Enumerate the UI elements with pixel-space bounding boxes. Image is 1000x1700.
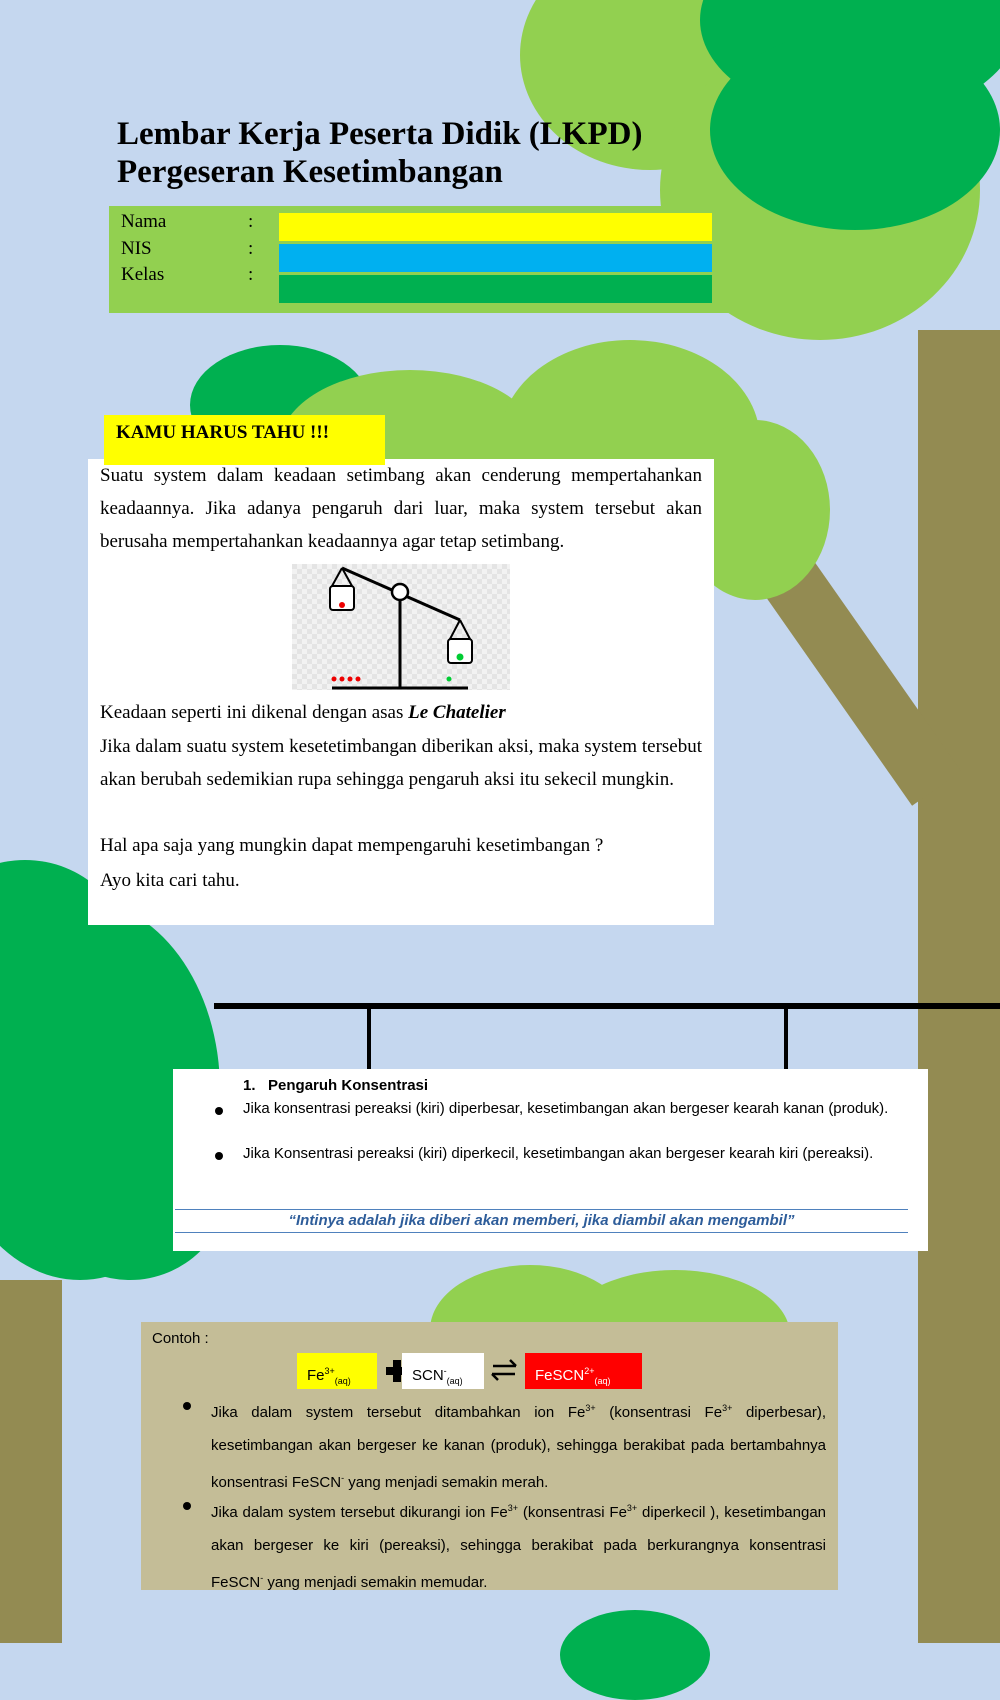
reactant-fe-chip: $Fe^{3+}_{(aq)}$ <box>297 1353 377 1389</box>
concentration-card <box>173 1069 928 1251</box>
summary-quote: “Intinya adalah jika diberi akan memberi, jika diambil akan mengambil” <box>175 1209 908 1233</box>
bullet-dot <box>183 1402 191 1410</box>
kelas-field[interactable] <box>279 275 712 303</box>
intro-paragraph-2: Jika dalam suatu system kesetetimbangan diberikan aksi, maka system tersebut akan berubah sedemikian rupa sehingga pengaruh aksi itu sekecil mungkin. <box>100 736 702 790</box>
section-title: Pengaruh Konsentrasi <box>268 1077 429 1094</box>
example-bullet-1: Jika dalam system tersebut ditambahkan ion $Fe^{3+}$ (konsentrasi $Fe^{3+}$ diperbesar), kesetimbangan akan bergeser ke kanan (produk), sehingga berakibat pada bertambahnya konsentrasi FeSCN- yang menjadi semakin merah. <box>211 1403 826 1491</box>
name-colon: : <box>248 211 254 232</box>
le-chatelier-prefix: Keadaan seperti ini dikenal dengan asas <box>100 702 409 723</box>
tree-trunk-right <box>918 330 1000 1643</box>
intro-paragraph-4: Ayo kita cari tahu. <box>100 870 240 891</box>
hanger-bar <box>214 1003 1000 1009</box>
equilibrium-arrows-icon <box>490 1359 518 1381</box>
intro-paragraph-1: Suatu system dalam keadaan setimbang akan cenderung mempertahankan keadaannya. Jika adanya pengaruh dari luar, maka system tersebut akan berusaha mempertahankan keadaannya agar tetap setimbang. <box>100 465 702 552</box>
tree-trunk-left <box>0 1280 62 1643</box>
nis-label: NIS <box>121 238 152 259</box>
le-chatelier-line <box>100 696 702 729</box>
bullet-dot <box>215 1107 223 1115</box>
intro-paragraph-3: Hal apa saja yang mungkin dapat mempengaruhi kesetimbangan ? <box>100 835 604 856</box>
section-bullet-1: Jika konsentrasi pereaksi (kiri) diperbesar, kesetimbangan akan bergeser kearah kanan (produk). <box>243 1100 889 1117</box>
reactant-scn-chip: $SCN^-_{(aq)}$ <box>402 1353 484 1389</box>
example-label: Contoh : <box>152 1330 209 1347</box>
must-know-banner: KAMU HARUS TAHU !!! <box>104 415 385 465</box>
title-line-2: Pergeseran Kesetimbangan <box>117 154 503 190</box>
intro-card <box>88 459 714 925</box>
identity-form <box>109 206 734 313</box>
hanger-string-right <box>784 1006 788 1070</box>
product-fescn-chip: FeSCN$^{2+}_{(aq)}$ <box>525 1353 642 1389</box>
le-chatelier-name: Le Chatelier <box>408 702 506 723</box>
section-bullet-2: Jika Konsentrasi pereaksi (kiri) diperkecil, kesetimbangan akan bergeser kearah kiri (pereaksi). <box>243 1145 874 1162</box>
name-label: Nama <box>121 211 167 232</box>
hanger-string-left <box>367 1006 371 1070</box>
balance-scale-illustration <box>292 564 510 690</box>
page-title <box>117 115 642 191</box>
nis-colon: : <box>248 238 254 259</box>
title-line-1: Lembar Kerja Peserta Didik (LKPD) <box>117 116 643 152</box>
kelas-label: Kelas <box>121 264 165 285</box>
section-number: 1. <box>243 1077 256 1094</box>
nis-field[interactable] <box>279 244 712 272</box>
kelas-colon: : <box>248 264 254 285</box>
example-bullet-2: Jika dalam system tersebut dikurangi ion $Fe^{3+}$ (konsentrasi $Fe^{3+}$ diperkecil ), kesetimbangan akan bergeser ke kiri (pereaksi), sehingga berakibat pada berkurangnya konsentrasi FeSCN- yang menjadi semakin memudar. <box>211 1503 826 1591</box>
example-card <box>141 1322 838 1590</box>
bullet-dot <box>183 1502 191 1510</box>
section-heading <box>243 1077 428 1094</box>
bullet-dot <box>215 1152 223 1160</box>
name-field[interactable] <box>279 213 712 241</box>
